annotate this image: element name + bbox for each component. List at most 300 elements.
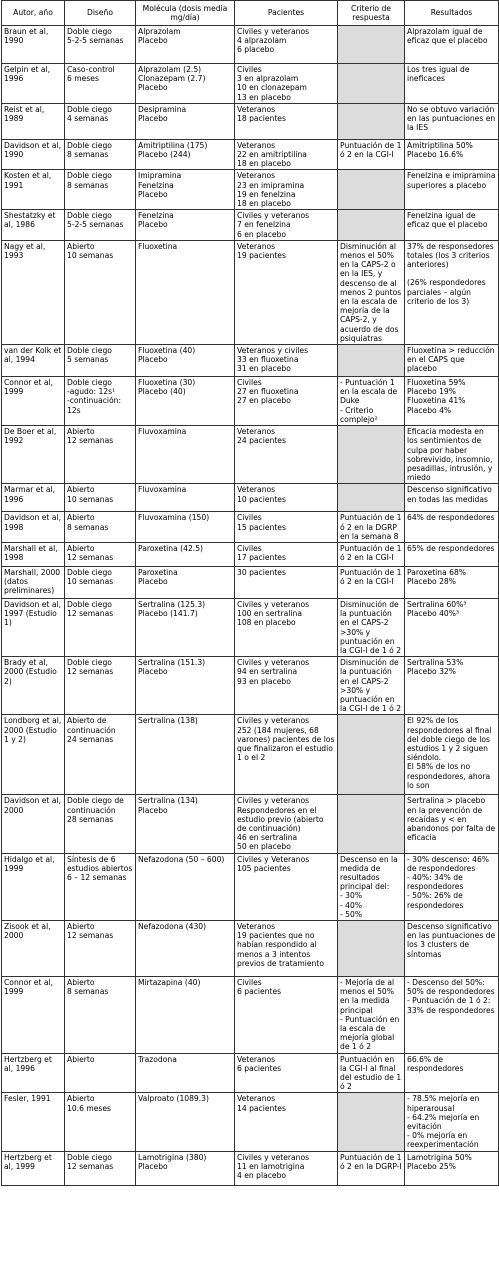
- criterio-line: Disminución de la puntuación en el CAPS-2 >30% y puntuación en la CGI-I de 1 ó 2: [340, 599, 402, 655]
- pacientes-line: 6 placebo: [237, 45, 275, 55]
- diseno-line: Doble ciego de continuación: [67, 796, 124, 815]
- cell-molecula: [136, 377, 235, 426]
- resultados-line: - 30% descenso: 46% de respondedores: [407, 854, 490, 873]
- criterio-line: - 30%: [340, 891, 363, 901]
- cell-pacientes: [235, 103, 338, 139]
- criterio-line: Puntuación de 1 ó 2 en la DGRP en la semana 8: [340, 513, 402, 541]
- diseno-line: 24 semanas: [67, 734, 114, 744]
- autor-line: Marshall, 2000 (datos preliminares): [4, 567, 61, 596]
- autor-line: Zisook et al, 2000: [4, 922, 51, 941]
- molecula-line: Trazodona: [138, 1054, 177, 1064]
- autor-line: Braun et al, 1990: [4, 27, 49, 46]
- resultados-line: Amitriptilina 50%: [407, 140, 473, 150]
- criterio-line: - Puntuación en la escala de mejoría global de 1 ó 2: [340, 1014, 400, 1052]
- resultados-line: Eficacia modesta en los sentimientos de culpa por haber sobrevivido, insomnio, pesadillas, intrusión, y miedo: [407, 427, 493, 483]
- cell-diseno: [65, 64, 136, 104]
- header-autor: Autor, año: [2, 1, 65, 26]
- criterio-line: - 50%: [340, 909, 363, 919]
- resultados-line: - 40%: 34% de respondedores: [407, 872, 464, 892]
- diseno-line: 12 semanas: [67, 667, 114, 677]
- diseno-line: 10 semanas: [67, 494, 114, 504]
- resultados-line: - Descenso del 50%: 50% de respondedores: [407, 978, 495, 997]
- diseno-line: 8 semanas: [67, 150, 109, 160]
- diseno-line: Abierto: [67, 485, 95, 495]
- diseno-line: Abierto: [67, 922, 95, 931]
- diseno-line: 4 semanas: [67, 114, 109, 124]
- cell-pacientes: [235, 210, 338, 241]
- cell-pacientes: [235, 566, 338, 598]
- autor-line: Reist et al, 1989: [4, 104, 45, 124]
- molecula-line: Placebo (244): [138, 150, 191, 160]
- autor-line: Davidson et al, 1990: [4, 140, 61, 160]
- pacientes-line: 4 alprazolam: [237, 36, 287, 46]
- cell-pacientes: [235, 853, 338, 920]
- molecula-line: Mirtazapina (40): [138, 978, 201, 987]
- cell-pacientes: [235, 170, 338, 210]
- cell-pacientes: [235, 64, 338, 104]
- criterio-line: - Mejoría de al menos el 50% en la medida principal: [340, 978, 395, 1015]
- resultados-line: - 64.2% mejoría en evitación: [407, 1112, 480, 1132]
- autor-line: Londborg et al, 2000 (Estudio 1 y 2): [4, 716, 62, 744]
- diseno-line: Doble ciego: [67, 378, 112, 388]
- resultados-line: Lamotrigina 50%: [407, 1152, 472, 1162]
- criterio-line: Puntuación de 1 ó 2 en la CGI-I: [340, 140, 402, 160]
- cell-diseno: [65, 853, 136, 920]
- resultados-line: Placebo 4%: [407, 405, 452, 415]
- molecula-line: Placebo (141.7): [138, 609, 198, 619]
- cell-pacientes: [235, 1053, 338, 1093]
- molecula-line: Sertralina (138): [138, 716, 198, 726]
- resultados-line: El 92% de los respondedores al final del doble ciego de los estudios 1 y 2 siguen siéndolo.: [407, 716, 492, 763]
- cell-pacientes: [235, 542, 338, 566]
- molecula-line: Fluoxetina (30): [138, 378, 196, 388]
- cell-criterio: [338, 795, 405, 853]
- pacientes-line: 6 en placebo: [237, 229, 287, 239]
- criterio-line: Puntuación de 1 ó 2 en la DGRP-I: [340, 1152, 402, 1171]
- cell-autor: [2, 715, 65, 795]
- pacientes-line: 19 en fenelzina: [237, 189, 296, 199]
- pacientes-line: 252 (184 mujeres, 68 varones) pacientes de los que finalizaron el estudio 1 o el 2: [237, 725, 335, 763]
- criterio-line: Puntuación de 1 ó 2 en la CGI-I: [340, 567, 402, 587]
- molecula-line: Fluoxetina (40): [138, 346, 196, 356]
- molecula-line: Sertralina (125.3): [138, 599, 206, 609]
- resultados-line: Sertralina > placebo en la prevención de recaídas y < en abandonos por falta de eficacia: [407, 796, 496, 843]
- cell-criterio: [338, 377, 405, 426]
- cell-pacientes: [235, 598, 338, 656]
- pacientes-line: Civiles y veteranos: [237, 658, 310, 668]
- autor-line: Kosten et al, 1991: [4, 171, 52, 190]
- pacientes-line: Veteranos: [237, 104, 276, 114]
- pacientes-line: Veteranos: [237, 1094, 276, 1104]
- autor-line: Davidson et al, 1998: [4, 513, 61, 532]
- cell-molecula: [136, 26, 235, 64]
- table-row: [2, 210, 499, 241]
- cell-autor: [2, 512, 65, 543]
- cell-criterio: [338, 542, 405, 566]
- table-header-row: [2, 1, 499, 26]
- resultados-line: El 58% de los no respondedores, ahora lo son: [407, 762, 491, 790]
- molecula-line: Alprazolam (2.5): [138, 65, 202, 74]
- cell-pacientes: [235, 795, 338, 853]
- diseno-line: Doble ciego: [67, 104, 112, 114]
- cell-resultados: [405, 377, 499, 426]
- resultados-line: Los tres igual de ineficaces: [407, 65, 470, 84]
- cell-resultados: [405, 426, 499, 484]
- cell-criterio: [338, 240, 405, 344]
- header-pacientes: Pacientes: [235, 1, 338, 26]
- pacientes-line: Civiles: [237, 543, 262, 553]
- pacientes-line: 100 en sertralina: [237, 609, 302, 619]
- pacientes-line: Veteranos: [237, 485, 276, 495]
- cell-resultados: [405, 566, 499, 598]
- pacientes-line: 19 pacientes: [237, 251, 286, 261]
- cell-molecula: [136, 426, 235, 484]
- cell-diseno: [65, 345, 136, 377]
- molecula-line: Placebo: [138, 805, 168, 815]
- diseno-line: -continuación: 12s: [67, 396, 122, 415]
- pacientes-line: Civiles y Veteranos: [237, 854, 310, 864]
- pacientes-line: Veteranos: [237, 427, 276, 437]
- cell-molecula: [136, 240, 235, 344]
- header-criterio: Criterio de respuesta: [338, 1, 405, 26]
- cell-molecula: [136, 598, 235, 656]
- cell-criterio: [338, 977, 405, 1054]
- autor-line: Marshall et al, 1998: [4, 543, 58, 563]
- diseno-line: Doble ciego: [67, 211, 112, 221]
- table-row: [2, 377, 499, 426]
- table-row: [2, 566, 499, 598]
- cell-pacientes: [235, 377, 338, 426]
- diseno-line: 5 semanas: [67, 355, 109, 365]
- cell-diseno: [65, 139, 136, 170]
- cell-criterio: [338, 139, 405, 170]
- studies-table: [1, 0, 499, 1186]
- pacientes-line: 14 pacientes: [237, 1103, 286, 1113]
- table-row: [2, 240, 499, 344]
- cell-pacientes: [235, 240, 338, 344]
- cell-diseno: [65, 977, 136, 1054]
- cell-molecula: [136, 715, 235, 795]
- resultados-line: Fluoxetina 59%: [407, 378, 466, 388]
- molecula-line: Placebo: [138, 577, 168, 587]
- criterio-line: Puntuación en la CGI-I al final del estudio de 1 ó 2: [340, 1054, 402, 1092]
- cell-pacientes: [235, 657, 338, 715]
- cell-diseno: [65, 921, 136, 977]
- resultados-line: Placebo 28%: [407, 577, 456, 587]
- criterio-line: Puntuación de 1 ó 2 en la CGI-I: [340, 543, 402, 563]
- pacientes-line: 18 en placebo: [237, 199, 291, 209]
- table-row: [2, 715, 499, 795]
- cell-diseno: [65, 542, 136, 566]
- autor-line: De Boer et al, 1992: [4, 427, 57, 446]
- pacientes-line: 19 pacientes que no habían respondido al menos a 3 intentos previos de tratamiento: [237, 931, 324, 968]
- cell-resultados: [405, 542, 499, 566]
- autor-line: Hertzberg et al, 1999: [4, 1152, 52, 1171]
- pacientes-line: 7 en fenelzina: [237, 220, 291, 230]
- cell-criterio: [338, 345, 405, 377]
- diseno-line: Doble ciego: [67, 599, 112, 609]
- pacientes-line: Veteranos: [237, 241, 276, 251]
- pacientes-line: 30 pacientes: [237, 567, 286, 577]
- cell-autor: [2, 170, 65, 210]
- cell-diseno: [65, 795, 136, 853]
- diseno-line: Doble ciego: [67, 1152, 112, 1162]
- cell-pacientes: [235, 426, 338, 484]
- resultados-line: Fluoxetina > reducción en el CAPS que placebo: [407, 346, 495, 374]
- cell-molecula: [136, 566, 235, 598]
- autor-line: Davidson et al, 2000: [4, 796, 61, 815]
- diseno-line: Abierto: [67, 427, 95, 437]
- cell-criterio: [338, 1151, 405, 1185]
- molecula-line: Nefazodona (430): [138, 922, 207, 931]
- pacientes-line: 24 pacientes: [237, 436, 286, 446]
- pacientes-line: 13 en placebo: [237, 92, 291, 102]
- pacientes-line: 15 pacientes: [237, 522, 286, 532]
- pacientes-line: 23 en imipramina: [237, 180, 305, 190]
- cell-autor: [2, 795, 65, 853]
- autor-line: Connor et al, 1999: [4, 978, 53, 997]
- cell-pacientes: [235, 345, 338, 377]
- resultados-line: Descenso significativo en las puntuaciones de los 3 clusters de síntomas: [407, 922, 496, 959]
- pacientes-line: 108 en placebo: [237, 618, 296, 628]
- pacientes-line: Civiles y veteranos: [237, 211, 310, 221]
- cell-resultados: [405, 977, 499, 1054]
- cell-resultados: [405, 715, 499, 795]
- cell-diseno: [65, 484, 136, 512]
- molecula-line: Placebo: [138, 667, 168, 677]
- cell-resultados: [405, 1053, 499, 1093]
- autor-line: Gelpin et al, 1996: [4, 65, 51, 84]
- cell-resultados: [405, 240, 499, 344]
- diseno-line: Abierto: [67, 241, 95, 251]
- cell-autor: [2, 598, 65, 656]
- cell-criterio: [338, 715, 405, 795]
- cell-pacientes: [235, 715, 338, 795]
- diseno-line: 5-2-5 semanas: [67, 36, 124, 46]
- diseno-line: Abierto: [67, 978, 95, 987]
- resultados-line: Sertralina 60%³: [407, 599, 467, 609]
- diseno-line: Abierto: [67, 543, 95, 553]
- table-row: [2, 921, 499, 977]
- pacientes-line: Civiles y veteranos: [237, 716, 310, 726]
- cell-molecula: [136, 853, 235, 920]
- resultados-line: No se obtuvo variación en las puntuaciones en la IES: [407, 104, 496, 133]
- cell-criterio: [338, 657, 405, 715]
- diseno-line: Doble ciego: [67, 27, 112, 36]
- cell-resultados: [405, 853, 499, 920]
- cell-resultados: [405, 1093, 499, 1151]
- molecula-line: Placebo: [138, 83, 168, 93]
- header-resultados: Resultados: [405, 1, 499, 26]
- cell-diseno: [65, 566, 136, 598]
- cell-diseno: [65, 1151, 136, 1185]
- cell-autor: [2, 1053, 65, 1093]
- cell-diseno: [65, 715, 136, 795]
- pacientes-line: 27 en placebo: [237, 396, 291, 406]
- pacientes-line: 27 en fluoxetina: [237, 387, 299, 397]
- cell-criterio: [338, 103, 405, 139]
- diseno-line: 12 semanas: [67, 931, 114, 941]
- cell-criterio: [338, 853, 405, 920]
- cell-diseno: [65, 170, 136, 210]
- table-row: [2, 426, 499, 484]
- cell-molecula: [136, 64, 235, 104]
- cell-diseno: [65, 657, 136, 715]
- cell-autor: [2, 426, 65, 484]
- cell-autor: [2, 1093, 65, 1151]
- cell-criterio: [338, 484, 405, 512]
- pacientes-line: 105 pacientes: [237, 863, 291, 873]
- molecula-line: Clonazepam (2.7): [138, 74, 206, 84]
- pacientes-line: 4 en placebo: [237, 1171, 287, 1181]
- molecula-line: Placebo: [138, 114, 168, 124]
- resultados-line: 37% de responsedores totales (los 3 criterios anteriores): [407, 241, 494, 270]
- criterio-line: Descenso en la medida de resultados principal del:: [340, 854, 398, 892]
- cell-resultados: [405, 598, 499, 656]
- pacientes-line: 3 en alprazolam: [237, 74, 299, 84]
- table-row: [2, 64, 499, 104]
- criterio-line: - 40%: [340, 900, 363, 910]
- autor-line: Davidson et al, 1997 (Estudio 1): [4, 599, 61, 628]
- cell-criterio: [338, 170, 405, 210]
- cell-molecula: [136, 921, 235, 977]
- pacientes-line: Veteranos: [237, 1054, 276, 1064]
- pacientes-line: Civiles y veteranos: [237, 27, 310, 36]
- resultados-line: Fenelzina e imipramina superiores a placebo: [407, 171, 496, 190]
- diseno-line: Abierto de continuación: [67, 716, 116, 735]
- table-row: [2, 512, 499, 543]
- table-row: [2, 598, 499, 656]
- pacientes-line: Civiles: [237, 65, 262, 74]
- cell-autor: [2, 240, 65, 344]
- pacientes-line: 17 pacientes: [237, 553, 286, 563]
- pacientes-line: Respondedores en el estudio previo (abierto de continuación): [237, 805, 324, 833]
- cell-criterio: [338, 512, 405, 543]
- molecula-line: Amitriptilina (175): [138, 140, 208, 150]
- pacientes-line: 6 pacientes: [237, 1063, 282, 1073]
- cell-molecula: [136, 657, 235, 715]
- cell-pacientes: [235, 26, 338, 64]
- pacientes-line: 46 en sertralina: [237, 833, 298, 843]
- cell-resultados: [405, 210, 499, 241]
- resultados-line: Descenso significativo en todas las medidas: [407, 485, 492, 504]
- pacientes-line: Civiles y veteranos: [237, 599, 310, 609]
- resultados-line: - 0% mejoría en reexperimentación: [407, 1131, 479, 1150]
- pacientes-line: Veteranos: [237, 140, 276, 150]
- pacientes-line: Civiles y veteranos: [237, 1152, 310, 1162]
- cell-autor: [2, 566, 65, 598]
- cell-resultados: [405, 103, 499, 139]
- cell-resultados: [405, 64, 499, 104]
- diseno-line: 8 semanas: [67, 987, 109, 997]
- diseno-line: 12 semanas: [67, 1161, 114, 1171]
- pacientes-line: 31 en placebo: [237, 364, 291, 374]
- cell-molecula: [136, 795, 235, 853]
- diseno-line: 12 semanas: [67, 436, 114, 446]
- cell-molecula: [136, 1151, 235, 1185]
- cell-molecula: [136, 1093, 235, 1151]
- header-molecula: Molécula (dosis media mg/día): [136, 1, 235, 26]
- pacientes-line: 33 en fluoxetina: [237, 355, 299, 365]
- cell-diseno: [65, 210, 136, 241]
- cell-diseno: [65, 103, 136, 139]
- diseno-line: 10.6 meses: [67, 1103, 111, 1113]
- autor-line: Fesler, 1991: [4, 1094, 51, 1104]
- diseno-line: 10 semanas: [67, 251, 114, 261]
- cell-molecula: [136, 139, 235, 170]
- cell-resultados: [405, 795, 499, 853]
- pacientes-line: 50 en placebo: [237, 842, 291, 852]
- resultados-line: Placebo 32%: [407, 667, 456, 677]
- molecula-line: Placebo: [138, 355, 168, 365]
- cell-pacientes: [235, 484, 338, 512]
- table-row: [2, 170, 499, 210]
- molecula-line: Fluvoxamina: [138, 485, 187, 495]
- molecula-line: Placebo: [138, 36, 168, 46]
- pacientes-line: Civiles y veteranos: [237, 796, 310, 806]
- cell-pacientes: [235, 1093, 338, 1151]
- molecula-line: Fluoxetina: [138, 241, 178, 251]
- criterio-line: - Criterio complejo²: [340, 405, 378, 424]
- cell-diseno: [65, 426, 136, 484]
- pacientes-line: 18 pacientes: [237, 114, 286, 124]
- resultados-line: 64% de respondedores: [407, 513, 495, 523]
- cell-resultados: [405, 170, 499, 210]
- pacientes-line: 10 en clonazepam: [237, 83, 307, 93]
- table-row: [2, 345, 499, 377]
- cell-resultados: [405, 1151, 499, 1185]
- header-diseno: Diseño: [65, 1, 136, 26]
- diseno-line: 12 semanas: [67, 609, 114, 619]
- diseno-line: 6 meses: [67, 74, 99, 84]
- cell-diseno: [65, 26, 136, 64]
- cell-autor: [2, 139, 65, 170]
- resultados-line: - Puntuación de 1 ó 2: 33% de respondedores: [407, 996, 495, 1015]
- pacientes-line: 11 en lamotrigina: [237, 1161, 305, 1171]
- table-row: [2, 103, 499, 139]
- cell-criterio: [338, 1093, 405, 1151]
- cell-diseno: [65, 240, 136, 344]
- diseno-line: Abierto: [67, 1094, 95, 1104]
- pacientes-line: Civiles: [237, 978, 262, 987]
- cell-diseno: [65, 1053, 136, 1093]
- autor-line: Connor et al, 1999: [4, 378, 53, 397]
- resultados-line: Paroxetina 68%: [407, 567, 467, 577]
- criterio-line: Disminución al menos el 50% en la CAPS-2 o en la IES, y descenso de al menos 2 puntos en la escala de mejoría de la CAPS-2, y acuerdo de dos psiquiatras: [340, 241, 402, 343]
- cell-molecula: [136, 170, 235, 210]
- table-row: [2, 1093, 499, 1151]
- autor-line: Nagy et al, 1993: [4, 241, 46, 261]
- cell-autor: [2, 64, 65, 104]
- cell-resultados: [405, 26, 499, 64]
- resultados-line: Sertralina 53%: [407, 658, 464, 668]
- molecula-line: Placebo: [138, 220, 168, 230]
- diseno-line: 28 semanas: [67, 814, 114, 824]
- table-row: [2, 977, 499, 1054]
- cell-autor: [2, 377, 65, 426]
- autor-line: Shestatzky et al, 1986: [4, 211, 56, 230]
- table-row: [2, 26, 499, 64]
- autor-line: Hidalgo et al, 1999: [4, 854, 55, 873]
- autor-line: Hertzberg et al, 1996: [4, 1054, 52, 1073]
- cell-diseno: [65, 512, 136, 543]
- autor-line: Brady et al, 2000 (Estudio 2): [4, 658, 57, 686]
- cell-autor: [2, 657, 65, 715]
- diseno-line: 8 semanas: [67, 180, 109, 190]
- diseno-line: Caso-control: [67, 65, 115, 74]
- criterio-line: - Puntuación 1 en la escala de Duke: [340, 378, 398, 406]
- molecula-line: Fenelzina: [138, 180, 174, 190]
